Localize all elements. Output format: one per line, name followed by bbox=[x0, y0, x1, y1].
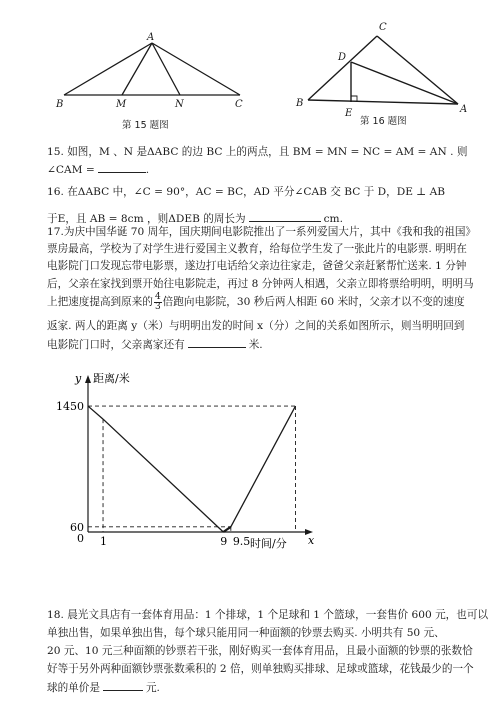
q17-line4: 后，父亲在家找到票开始往电影院走，再过 8 分钟两人相遇，父亲立即将票给明明，明明马 bbox=[47, 278, 474, 290]
q18-line5 bbox=[47, 681, 160, 695]
label-M: M bbox=[116, 99, 127, 110]
series-segment bbox=[223, 527, 231, 532]
figure-16-caption: 第 16 题图 bbox=[360, 116, 407, 127]
q17-fraction bbox=[154, 293, 162, 312]
q15-line2: ∠CAM = . bbox=[47, 164, 150, 176]
seg-AM bbox=[122, 43, 152, 95]
q16-line2-text: 于E，且 AB = 8cm ，则ΔDEB 的周长为 bbox=[47, 213, 246, 225]
q18-unit: 元. bbox=[145, 682, 160, 694]
label-B: B bbox=[296, 98, 304, 109]
q17-chart bbox=[45, 370, 325, 555]
q16-answer-blank bbox=[249, 212, 321, 222]
q17-line5 bbox=[47, 292, 465, 312]
q16-line2 bbox=[47, 212, 343, 226]
q17-line7 bbox=[47, 338, 263, 352]
y-axis-letter: y bbox=[75, 372, 82, 385]
seg-BA bbox=[308, 100, 458, 104]
y-tick-label: 1450 bbox=[56, 400, 84, 414]
y-axis-arrow bbox=[85, 375, 91, 383]
seg-AC bbox=[152, 43, 240, 95]
label-N: N bbox=[175, 99, 184, 110]
q15-line2-text: ∠CAM = bbox=[47, 164, 95, 176]
q17-fraction-num: 4 bbox=[154, 291, 161, 302]
q18-line3: 20 元、10 元三种面额的钞票若干张，刚好购买一套体育用品，且最小面额的钞票的张数恰 bbox=[47, 645, 473, 657]
q18-line2: 单独出售，如果单独出售，每个球只能用同一种面额的钞票去购买. 小明共有 50 元、 bbox=[47, 627, 445, 639]
q17-line3: 电影院门口发现忘带电影票，遂边打电话给父亲边往家走，爸爸父亲赶紧帮忙送来. 1 分钟 bbox=[47, 260, 467, 272]
q17-line6: 返家. 两人的距离 y（米）与明明出发的时间 x（分）之间的关系如图所示，则当明明回到 bbox=[47, 320, 465, 332]
x-tick-label: 1 bbox=[100, 535, 108, 548]
label-B: B bbox=[56, 99, 64, 110]
y-axis-title: 距离/米 bbox=[93, 372, 130, 385]
q18-line5-text: 球的单价是 bbox=[47, 682, 100, 694]
figure-15-caption: 第 15 题图 bbox=[122, 120, 169, 131]
series-segment bbox=[103, 419, 223, 532]
q17-answer-blank bbox=[188, 338, 246, 348]
label-E: E bbox=[345, 108, 353, 119]
label-A: A bbox=[147, 32, 155, 43]
q17-fraction-den: 3 bbox=[154, 301, 161, 312]
q18-line1: 18. 晨光文具店有一套体育用品：1 个排球，1 个足球和 1 个篮球，一套售价 600 元，也可以 bbox=[47, 609, 489, 621]
label-A: A bbox=[460, 104, 468, 115]
figure-16 bbox=[290, 18, 480, 128]
label-C: C bbox=[379, 22, 387, 33]
series-segment bbox=[88, 406, 103, 419]
x-axis-letter: x bbox=[308, 534, 315, 547]
q17-line5-text-b: 倍跑向电影院，30 秒后两人相距 60 米时，父亲才以不变的速度 bbox=[162, 296, 465, 308]
figure-15 bbox=[50, 30, 255, 125]
label-D: D bbox=[338, 52, 347, 63]
q17-line1: 17.为庆中国华诞 70 周年，国庆期间电影院推出了一系列爱国大片，其中《我和我的祖国》 bbox=[47, 226, 477, 238]
y-tick-label: 60 bbox=[70, 520, 84, 534]
q15-line1: 15. 如图，M 、N 是ΔABC 的边 BC 上的两点，且 BM = MN = NC = AM = AN . 则 bbox=[47, 146, 468, 158]
q17-line2: 票房最高，学校为了对学生进行爱国主义教育，给每位学生发了一张此片的电影票. 明明在 bbox=[47, 243, 467, 255]
origin-label: 0 bbox=[77, 532, 84, 545]
seg-CA bbox=[377, 36, 458, 104]
q18-answer-blank bbox=[103, 681, 143, 691]
seg-AB bbox=[64, 43, 152, 95]
x-tick-label: 9.5 bbox=[232, 535, 251, 548]
q16-unit: cm. bbox=[323, 213, 343, 225]
x-tick-label: 9 bbox=[220, 535, 228, 548]
q18-line4: 好等于另外两种面额钞票张数乘积的 2 倍，则单独购买排球、足球或篮球，花钱最少的一个 bbox=[47, 663, 474, 675]
series-segment bbox=[231, 406, 296, 527]
q15-answer-blank bbox=[98, 163, 146, 173]
label-C: C bbox=[235, 99, 243, 110]
x-axis-title: 时间/分 bbox=[250, 537, 287, 550]
q17-unit: 米. bbox=[248, 339, 263, 351]
q17-line5-text-a: 上把速度提高到原来的 bbox=[47, 296, 153, 308]
q16-line1: 16. 在ΔABC 中，∠C = 90°，AC = BC，AD 平分∠CAB 交 BC 于 D，DE ⊥ AB bbox=[47, 186, 446, 198]
seg-AD bbox=[351, 62, 458, 104]
q17-line7-text: 电影院门口时，父亲离家还有 bbox=[47, 339, 185, 351]
